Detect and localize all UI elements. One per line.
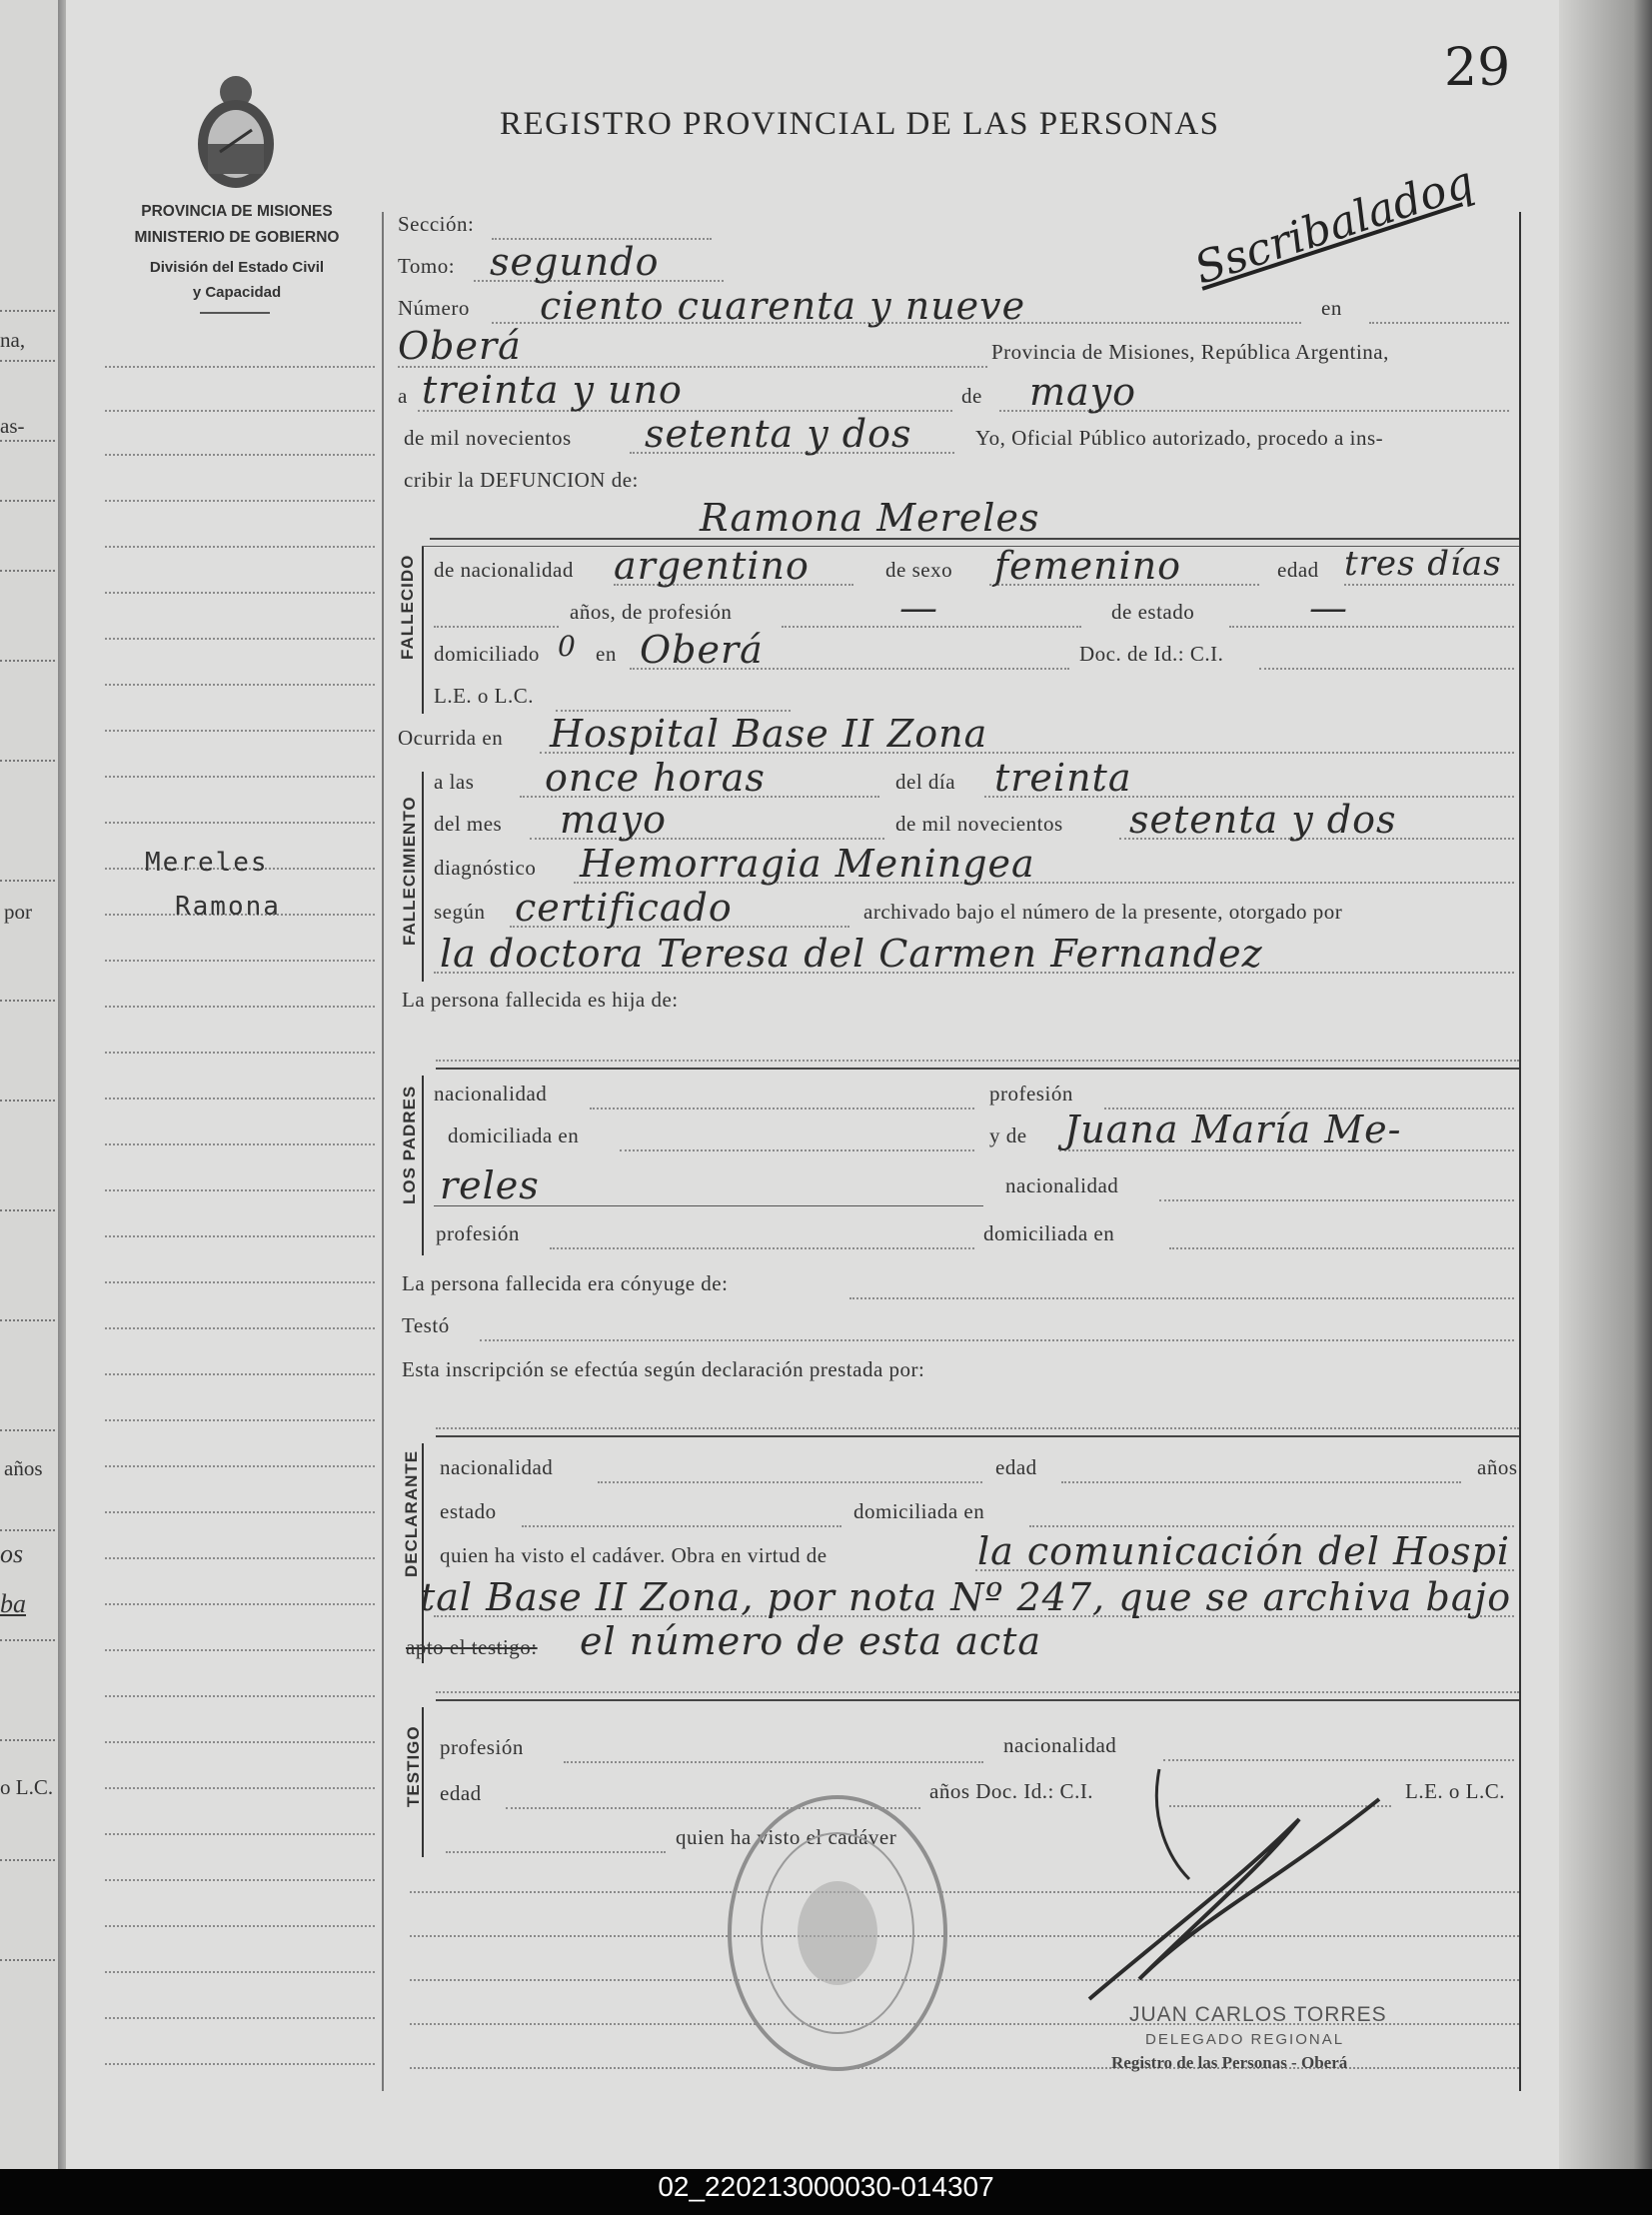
label-de-sexo: de sexo: [885, 558, 953, 582]
header-capacity: y Capacidad: [192, 284, 282, 301]
page-edges: [1559, 0, 1652, 2169]
value-domicilio-num: 0: [558, 630, 577, 663]
label-decl-quien: quien ha visto el cadáver. Obra en virtud de: [440, 1543, 827, 1567]
margin-name: Ramona: [175, 892, 281, 922]
header-division: División del Estado Civil: [149, 259, 325, 276]
value-madre-1: Juana María Me-: [1064, 1108, 1402, 1151]
document-title: REGISTRO PROVINCIAL DE LAS PERSONAS: [500, 106, 1220, 142]
form-left-border: [382, 212, 384, 2091]
label-doc-id: Doc. de Id.: C.I.: [1079, 642, 1224, 666]
value-nacionalidad: argentino: [614, 544, 810, 588]
label-decl-edad: edad: [995, 1455, 1037, 1479]
value-comunicacion-1: la comunicación del Hospi: [977, 1529, 1511, 1573]
value-certificado: certificado: [515, 886, 733, 930]
label-ocurrida: Ocurrida en: [398, 726, 504, 750]
previous-page-edge: [0, 0, 62, 2169]
label-decl-domiciliada: domiciliada en: [853, 1499, 985, 1523]
label-padre-nacionalidad: nacionalidad: [434, 1082, 548, 1106]
label-madre-nacionalidad: nacionalidad: [1005, 1173, 1119, 1197]
value-madre-2: reles: [440, 1163, 540, 1207]
header-ministry: MINISTERIO DE GOBIERNO: [134, 229, 340, 246]
label-inscribir: cribir la DEFUNCION de:: [404, 468, 639, 492]
label-yo-oficial: Yo, Oficial Público autorizado, procedo a ins-: [975, 426, 1384, 450]
prev-fragment: os: [0, 1539, 24, 1568]
value-dia-fallec: treinta: [994, 756, 1132, 800]
signature-title: DELEGADO REGIONAL: [1145, 2031, 1345, 2048]
side-label-fallecido: FALLECIDO: [398, 554, 417, 660]
label-edad: edad: [1277, 558, 1319, 582]
label-a-las: a las: [434, 770, 475, 794]
label-madre-profesion: profesión: [436, 1221, 520, 1245]
value-comunicacion-2: tal Base II Zona, por nota Nº 247, que se archiva bajo: [420, 1575, 1512, 1619]
label-de-mil: de mil novecientos: [404, 426, 572, 450]
prev-fragment: por: [4, 900, 32, 924]
section-fallecido-border: [422, 546, 424, 714]
side-label-testigo: TESTIGO: [404, 1725, 423, 1807]
signature-name: JUAN CARLOS TORRES: [1129, 2003, 1387, 2026]
value-dia: treinta y uno: [422, 368, 683, 412]
page-number: 29: [1444, 38, 1511, 98]
handwritten-signature-icon: [1079, 1759, 1399, 2019]
section-declarante-border: [422, 1443, 424, 1663]
label-test-nacionalidad: nacionalidad: [1003, 1733, 1117, 1757]
label-decl-estado: estado: [440, 1499, 497, 1523]
label-nacionalidad: de nacionalidad: [434, 558, 574, 582]
margin-stamp-signature: Sscribaladoq: [1188, 156, 1480, 295]
signature-office: Registro de las Personas - Oberá: [1111, 2053, 1348, 2072]
side-label-fallecimiento: FALLECIMIENTO: [400, 796, 419, 946]
label-de: de: [961, 384, 982, 408]
value-mes: mayo: [1029, 370, 1137, 414]
prev-fragment: años: [4, 1456, 43, 1480]
prev-fragment: ba: [0, 1589, 26, 1618]
value-numero: ciento cuarenta y nueve: [540, 284, 1026, 328]
value-comunicacion-3: el número de esta acta: [580, 1619, 1042, 1663]
label-padre-profesion: profesión: [989, 1082, 1073, 1106]
section-padres-border: [422, 1076, 424, 1255]
value-mes-fallec: mayo: [560, 798, 668, 842]
prev-fragment: na,: [0, 328, 26, 352]
label-inscripcion: Esta inscripción se efectúa según declaración prestada por:: [402, 1357, 925, 1381]
label-en-dom: en: [596, 642, 617, 666]
value-anio-fallec: setenta y dos: [1129, 798, 1397, 842]
side-label-declarante: DECLARANTE: [402, 1449, 421, 1577]
footer-file-code: 02_220213000030-014307: [658, 2171, 994, 2202]
label-le-lc: L.E. o L.C.: [434, 684, 534, 708]
label-test-profesion: profesión: [440, 1735, 524, 1759]
label-conyuge: La persona fallecida era cónyuge de:: [402, 1271, 729, 1295]
label-archivado: archivado bajo el número de la presente, otorgado por: [863, 900, 1343, 924]
prev-fragment: o L.C.: [0, 1775, 54, 1799]
side-label-padres: LOS PADRES: [400, 1085, 419, 1204]
label-test-quien: quien ha visto el cadáver: [676, 1825, 897, 1849]
label-y-de: y de: [989, 1123, 1027, 1147]
label-test-anos-doc: años Doc. Id.: C.I.: [929, 1779, 1094, 1803]
label-apto-testigo: apto el testigo:: [406, 1635, 538, 1659]
label-hija-de: La persona fallecida es hija de:: [402, 988, 679, 1012]
label-seccion: Sección:: [398, 212, 475, 236]
label-test-edad: edad: [440, 1781, 482, 1805]
label-madre-domiciliada: domiciliada en: [983, 1221, 1115, 1245]
label-del-mes: del mes: [434, 812, 503, 836]
label-domiciliado: domiciliado: [434, 642, 540, 666]
label-decl-nacionalidad: nacionalidad: [440, 1455, 554, 1479]
value-nombre: Ramona Mereles: [700, 496, 1040, 540]
label-anos-profesion: años, de profesión: [570, 600, 733, 624]
label-padre-domiciliada: domiciliada en: [448, 1123, 580, 1147]
margin-surname: Mereles: [145, 848, 269, 878]
prev-fragment: as-: [0, 414, 25, 438]
value-lugar: Oberá: [398, 324, 522, 368]
label-numero: Número: [398, 296, 470, 320]
label-decl-anos: años: [1477, 1455, 1518, 1479]
label-de-estado: de estado: [1111, 600, 1195, 624]
value-anio: setenta y dos: [645, 412, 912, 456]
label-en: en: [1321, 296, 1342, 320]
label-de-mil-2: de mil novecientos: [895, 812, 1063, 836]
label-del-dia: del día: [895, 770, 956, 794]
form-right-border: [1519, 212, 1521, 2091]
value-medico: la doctora Teresa del Carmen Fernandez: [440, 932, 1263, 976]
header-province: PROVINCIA DE MISIONES: [141, 203, 333, 220]
value-edad: tres días: [1344, 544, 1502, 584]
value-hora: once horas: [545, 756, 766, 800]
value-domicilio: Oberá: [640, 628, 764, 672]
value-profesion: —: [899, 586, 938, 630]
value-tomo: segundo: [490, 240, 660, 284]
section-fallecimiento-border: [422, 772, 424, 982]
label-test-le: L.E. o L.C.: [1405, 1779, 1505, 1803]
official-seal-icon: [718, 1783, 957, 2083]
coat-of-arms-icon: [190, 72, 282, 192]
label-testo: Testó: [402, 1313, 450, 1337]
label-segun: según: [434, 900, 486, 924]
value-ocurrida: Hospital Base II Zona: [550, 712, 988, 756]
value-estado: —: [1309, 586, 1348, 630]
label-provincia: Provincia de Misiones, República Argentina,: [991, 340, 1389, 364]
label-a: a: [398, 384, 408, 408]
value-diagnostico: Hemorragia Meningea: [580, 842, 1035, 886]
label-diagnostico: diagnóstico: [434, 856, 537, 880]
label-tomo: Tomo:: [398, 254, 456, 278]
value-sexo: femenino: [994, 544, 1182, 588]
